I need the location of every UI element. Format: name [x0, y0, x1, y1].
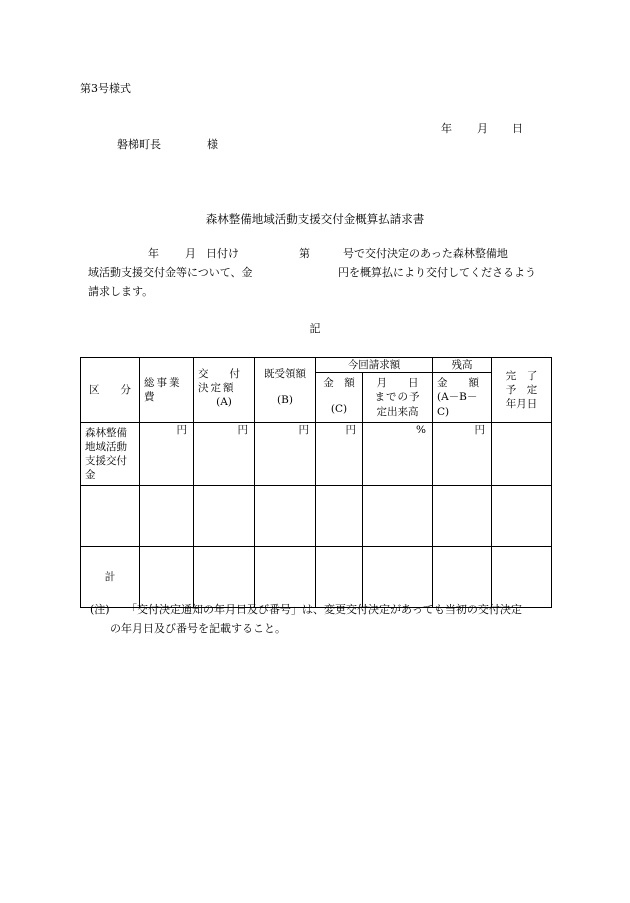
paragraph-line-1: 年 月 日付け 第 号で交付決定のあった森林整備地 — [148, 247, 508, 260]
header-kingaku — [316, 373, 363, 423]
cell-empty — [140, 486, 194, 547]
ki-heading: 記 — [309, 322, 321, 335]
cell-empty — [433, 547, 492, 608]
table-row — [81, 422, 552, 486]
cell-empty — [255, 547, 316, 608]
table-row-total — [81, 547, 552, 608]
cell-empty — [194, 547, 255, 608]
total-label: 計 — [81, 547, 140, 608]
table-row — [81, 486, 552, 547]
kofu-mark: (A) — [216, 396, 232, 409]
cell-empty — [492, 486, 552, 547]
tsuki-line-1: 月 日 — [376, 377, 419, 390]
paragraph-line-2: 域活動支援交付金等について、金 円を概算払により交付してくださるよう — [88, 266, 536, 279]
kanryo-line-3: 年月日 — [505, 397, 538, 410]
header-zandaka-kingaku — [433, 373, 492, 423]
paragraph-line-3: 請求します。 — [88, 285, 154, 298]
cell-empty — [140, 547, 194, 608]
note-mark: (注) — [90, 603, 110, 616]
cell-yen-zandaka: 円 — [433, 422, 492, 486]
header-zandaka-group: 残高 — [433, 358, 492, 373]
date-day: 日 — [512, 122, 523, 135]
cell-empty — [433, 486, 492, 547]
header-kubun: 区 分 — [81, 358, 140, 423]
cell-empty — [255, 486, 316, 547]
kiju-label: 既受領額 — [264, 368, 306, 380]
cell-empty — [363, 547, 433, 608]
kofu-line-1: 交 付 — [198, 368, 240, 380]
cell-percent: % — [363, 422, 433, 486]
addressee-name: 磐梯町長 — [117, 138, 161, 151]
form-number: 第3号様式 — [80, 82, 131, 95]
zandaka-kingaku-label: 金 額 — [437, 377, 479, 390]
date-month: 月 — [477, 122, 488, 135]
cell-empty — [363, 486, 433, 547]
row-label-shinrin: 森林整備地域活動支援交付金 — [81, 422, 140, 486]
kiju-mark: (B) — [277, 394, 293, 407]
zandaka-formula-2: C) — [437, 405, 450, 418]
note — [80, 601, 560, 639]
kanryo-line-1: 完 了 — [505, 369, 538, 382]
document-title: 森林整備地域活動支援交付金概算払請求書 — [205, 212, 425, 226]
header-kiju — [255, 358, 316, 423]
request-table — [80, 357, 552, 608]
tsuki-line-2: までの予 — [374, 391, 421, 404]
note-line-1: 「交付決定通知の年月日及び番号」は、変更交付決定があっても当初の交付決定 — [126, 603, 522, 616]
cell-kanryo — [492, 422, 552, 486]
note-line-2: の年月日及び番号を記載すること。 — [110, 622, 286, 635]
header-kofu-kettei — [194, 358, 255, 423]
header-tsuki — [363, 373, 433, 423]
header-kanryo — [492, 358, 552, 423]
cell-empty — [81, 486, 140, 547]
tsuki-line-3: 定出来高 — [376, 405, 419, 418]
cell-empty — [316, 486, 363, 547]
cell-yen-sojigyohi: 円 — [140, 422, 194, 486]
cell-yen-kiju: 円 — [255, 422, 316, 486]
kofu-line-2: 決定額 — [198, 382, 236, 395]
header-sojigyohi: 総事業費 — [140, 358, 194, 423]
cell-empty — [492, 547, 552, 608]
cell-yen-kingaku: 円 — [316, 422, 363, 486]
kanryo-line-2: 予 定 — [505, 383, 538, 396]
kingaku-label: 金 額 — [323, 377, 355, 390]
zandaka-formula-1: (A－B－ — [437, 391, 478, 404]
request-paragraph — [88, 244, 550, 301]
addressee-honorific: 様 — [207, 138, 218, 151]
kingaku-mark: (C) — [330, 403, 348, 416]
cell-empty — [194, 486, 255, 547]
date-year: 年 — [441, 122, 452, 135]
header-konkai-group: 今回請求額 — [316, 358, 433, 373]
cell-yen-kofu: 円 — [194, 422, 255, 486]
cell-empty — [316, 547, 363, 608]
